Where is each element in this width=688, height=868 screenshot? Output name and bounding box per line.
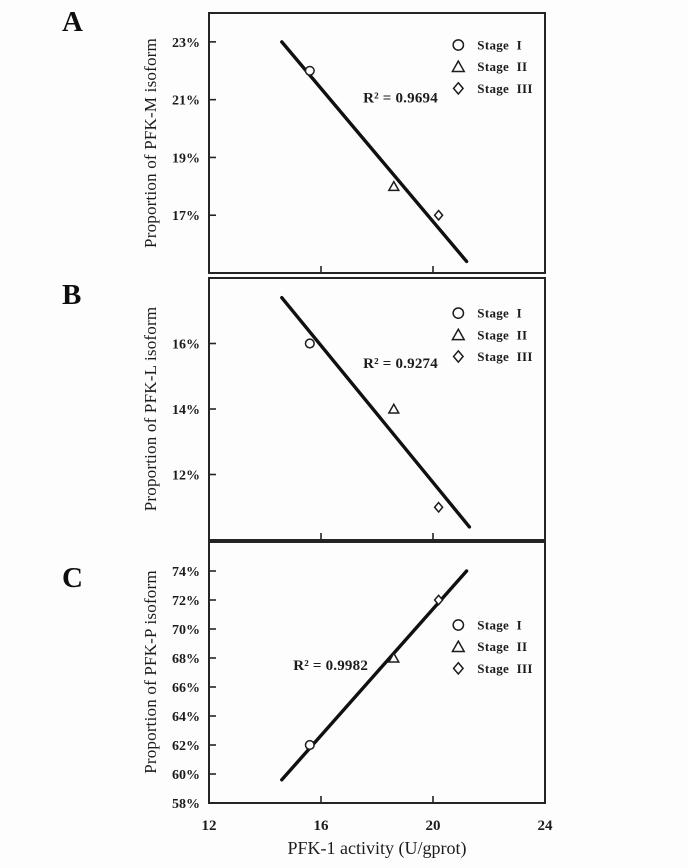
y-tick-label: 14%	[172, 403, 200, 418]
y-tick-label: 70%	[172, 623, 200, 638]
triangle-data-point-marker	[389, 182, 399, 191]
legend-label: Stage III	[477, 349, 533, 365]
y-tick-label: 19%	[172, 151, 200, 167]
legend	[452, 617, 532, 675]
legend-circle-icon	[453, 40, 463, 50]
y-tick-label: 66%	[172, 681, 200, 696]
legend-triangle-icon	[452, 61, 464, 71]
panel-c-letter: C	[62, 562, 83, 594]
legend-label: Stage II	[477, 327, 528, 343]
panel-a-plot	[172, 13, 545, 273]
y-tick-label: 17%	[172, 209, 200, 225]
diamond-data-point-marker	[435, 211, 443, 220]
r-squared-label: R² = 0.9694	[363, 90, 438, 107]
r-squared-label: R² = 0.9274	[363, 355, 438, 372]
panel-a-letter: A	[62, 6, 83, 38]
panel-c-plot	[172, 542, 545, 812]
x-tick-label: 16	[313, 818, 329, 834]
legend-diamond-icon	[454, 663, 464, 674]
r-squared-label: R² = 0.9982	[293, 657, 369, 674]
legend-label: Stage I	[477, 617, 523, 633]
y-tick-label: 62%	[172, 739, 200, 754]
legend-diamond-icon	[454, 83, 464, 94]
legend-circle-icon	[453, 308, 463, 318]
legend	[452, 37, 532, 95]
diamond-data-point-marker	[435, 503, 443, 512]
legend-diamond-icon	[454, 351, 464, 362]
legend	[452, 306, 532, 364]
trend-line	[282, 298, 470, 527]
x-axis-title: PFK-1 activity (U/gprot)	[287, 838, 467, 858]
y-tick-label: 12%	[172, 468, 200, 484]
legend-label: Stage I	[477, 37, 523, 53]
triangle-data-point-marker	[389, 404, 399, 413]
circle-data-point-marker	[305, 339, 314, 348]
legend-triangle-icon	[452, 641, 464, 651]
y-tick-label: 74%	[172, 565, 200, 580]
legend-label: Stage III	[477, 80, 533, 96]
legend-label: Stage II	[477, 59, 528, 75]
panel-b-plot	[172, 278, 545, 540]
panel-a-y-axis-title: Proportion of PFK-M isoform	[141, 38, 160, 248]
y-tick-label: 64%	[172, 710, 200, 725]
y-tick-label: 72%	[172, 594, 200, 609]
y-tick-label: 23%	[172, 35, 200, 51]
y-tick-label: 68%	[172, 652, 200, 667]
legend-circle-icon	[453, 620, 463, 630]
y-tick-label: 16%	[172, 337, 200, 353]
panel-b-letter: B	[62, 279, 82, 311]
legend-triangle-icon	[452, 329, 464, 339]
y-tick-label: 60%	[172, 768, 200, 783]
panel-c-y-axis-title: Proportion of PFK-P isoform	[141, 570, 160, 774]
legend-label: Stage III	[477, 660, 533, 676]
y-tick-label: 58%	[172, 797, 200, 812]
legend-label: Stage II	[477, 639, 528, 655]
circle-data-point-marker	[305, 741, 314, 750]
x-tick-label: 20	[425, 818, 441, 834]
legend-label: Stage I	[477, 305, 523, 321]
y-tick-label: 21%	[172, 93, 200, 109]
x-tick-label: 12	[201, 818, 217, 834]
x-tick-label: 24	[537, 818, 553, 834]
panel-b-y-axis-title: Proportion of PFK-L isoform	[141, 306, 160, 512]
circle-data-point-marker	[305, 66, 314, 75]
